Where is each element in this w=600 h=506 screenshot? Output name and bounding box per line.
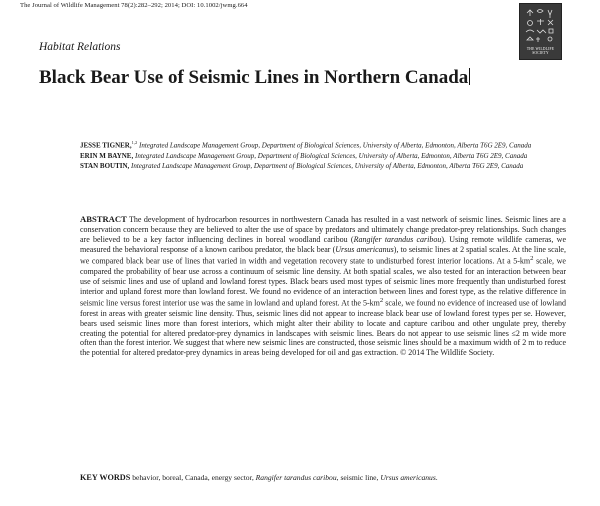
article-title-text: Black Bear Use of Seismic Lines in Northern Canada (39, 67, 469, 88)
author-superscript: 1,2 (131, 140, 138, 145)
author-entry (80, 162, 565, 171)
author-name: STAN BOUTIN, (80, 161, 130, 170)
author-entry (80, 139, 565, 150)
abstract-text: scale, we compared the probability of bear use across a continuum of seismic line density. At both spatial scales, we also tested for an interaction between bear use of seismic lines and use of upland and lowland forest types. Black bears used most types of seismic lines more frequently than undisturbed forest interior and upland forest more than lowland forest. We found no evidence of an interaction between lines and forest type, as the relative difference in seismic line versus forest interior use was the same in lowland and upland forest. At the 5-km (80, 257, 566, 309)
society-emblem-icon (523, 7, 558, 45)
abstract-text: The development of hydrocarbon resources in northwestern Canada has resulted in a vast network of seismic lines. Seismic lines are a conservation concern because they are believed to alter the use of space by predators and ultimately change predator-prey relationships. Such changes are believed to be a key factor influencing declines in boreal woodland caribou ( (80, 215, 566, 244)
abstract-heading: ABSTRACT (80, 214, 127, 224)
author-name: ERIN M BAYNE, (80, 151, 134, 160)
keyword-species-bear: Ursus americanus (380, 473, 436, 482)
article-title (39, 67, 479, 89)
keyword-species-caribou: Rangifer tarandus caribou (255, 473, 337, 482)
abstract-text: ). Using remote wildlife cameras, we measured the behavioral response of a known caribou predator, the black bear ( (80, 234, 566, 254)
logo-text-line2: SOCIETY (532, 51, 549, 56)
abstract-text: scale, we found no evidence of increased use of lowland forest in areas with greater seismic line density. Thus, seismic lines did not appear to increase black bear use of lowland forest types per se. However, bears used seismic lines more than forest interiors, which might alter their ability to locate and capture caribou and other ungulate prey, thereby creating the potential for altered predator-prey dynamics in landscapes with seismic lines. Bears do not appear to use seismic lines ≤2 m wide more often than the forest interior. We suggest that where new seismic lines are constructed, those seismic lines should be a maximum width of 2 m to reduce the potential for altered predator-prey dynamics in areas being developed for oil and gas extraction. © 2014 The Wildlife Society. (80, 299, 567, 358)
author-affiliation: Integrated Landscape Management Group, Department of Biological Sciences, University of Alberta, Edmonton, Alberta T6G 2E9, Canada (139, 141, 532, 150)
abstract-species-caribou: Rangifer tarandus caribou (353, 234, 442, 244)
abstract-species-bear: Ursus americanus (335, 244, 394, 254)
keywords-text: , seismic line, (336, 473, 379, 482)
abstract-superscript: 2 (379, 297, 384, 305)
logo-text-line1: THE WILDLIFE (526, 47, 555, 51)
abstract-superscript: 2 (530, 255, 534, 263)
abstract (80, 215, 566, 358)
society-logo (519, 3, 562, 60)
abstract-text: ), to seismic lines at 2 spatial scales. At the line scale, we compared black bear use of lines that varied in width and vegetation recovery state to undisturbed forest interior locations. At a 5-km (80, 244, 566, 267)
author-name: JESSE TIGNER, (80, 141, 132, 150)
keywords-heading: KEY WORDS (80, 473, 131, 482)
keywords-text: behavior, boreal, Canada, energy sector, (132, 473, 254, 482)
author-entry (80, 152, 565, 161)
keywords-text: . (435, 473, 438, 482)
author-list (80, 139, 565, 172)
section-label: Habitat Relations (39, 41, 121, 53)
journal-citation: The Journal of Wildlife Management 78(2):282–292; 2014; DOI: 10.1002/jwmg.664 (20, 2, 248, 9)
author-affiliation: Integrated Landscape Management Group, Department of Biological Sciences, University of Alberta, Edmonton, Alberta T6G 2E9, Canada (131, 161, 524, 170)
author-affiliation: Integrated Landscape Management Group, Department of Biological Sciences, University of Alberta, Edmonton, Alberta T6G 2E9, Canada (134, 151, 528, 160)
keywords (80, 473, 566, 482)
text-cursor (469, 68, 470, 85)
